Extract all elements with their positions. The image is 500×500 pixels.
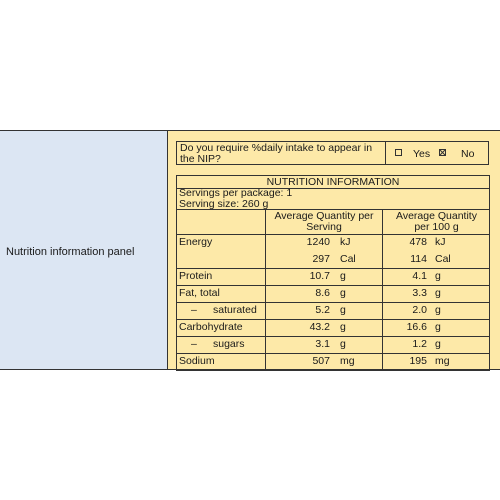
sub-item-dash: – bbox=[191, 338, 197, 350]
nutrient-name: Protein bbox=[179, 270, 213, 282]
serving-value: 3.1 bbox=[315, 338, 330, 350]
sub-item-dash: – bbox=[191, 304, 197, 316]
serving-value: 1240 bbox=[306, 236, 330, 248]
col-header-100g-line2: per 100 g bbox=[414, 221, 459, 233]
serving-unit: kJ bbox=[340, 236, 351, 248]
yes-label: Yes bbox=[413, 148, 431, 160]
yes-checkbox[interactable] bbox=[395, 149, 402, 156]
per100-unit: g bbox=[435, 287, 441, 299]
per100-unit: mg bbox=[435, 355, 450, 367]
serving-value: 5.2 bbox=[315, 304, 330, 316]
serving-unit: Cal bbox=[340, 253, 356, 265]
divider bbox=[176, 285, 490, 286]
serving-unit: mg bbox=[340, 355, 355, 367]
per100-value: 3.3 bbox=[412, 287, 427, 299]
serving-value: 8.6 bbox=[315, 287, 330, 299]
section-label: Nutrition information panel bbox=[6, 246, 135, 258]
per100-value: 4.1 bbox=[412, 270, 427, 282]
divider bbox=[176, 336, 490, 337]
question-text-line2: the NIP? bbox=[180, 153, 221, 165]
no-label: No bbox=[461, 148, 475, 160]
nutrient-name: Carbohydrate bbox=[179, 321, 243, 333]
serving-value: 297 bbox=[312, 253, 330, 265]
col-header-serving-line1: Average Quantity per bbox=[274, 210, 374, 222]
divider bbox=[176, 319, 490, 320]
per100-unit: kJ bbox=[435, 236, 446, 248]
per100-unit: g bbox=[435, 304, 441, 316]
serving-value: 507 bbox=[312, 355, 330, 367]
serving-size: Serving size: 260 g bbox=[179, 198, 269, 210]
nip-section-row bbox=[0, 130, 500, 370]
per100-unit: g bbox=[435, 321, 441, 333]
divider bbox=[176, 188, 490, 189]
nip-title: NUTRITION INFORMATION bbox=[266, 176, 400, 188]
per100-unit: g bbox=[435, 338, 441, 350]
nutrient-name: saturated bbox=[213, 304, 257, 316]
col-header-100g-line1: Average Quantity bbox=[396, 210, 477, 222]
nutrient-name: sugars bbox=[213, 338, 245, 350]
section-label-cell bbox=[0, 131, 168, 369]
serving-value: 43.2 bbox=[309, 321, 330, 333]
servings-per-package: Servings per package: 1 bbox=[179, 187, 293, 199]
col-header-serving-line2: Serving bbox=[306, 221, 342, 233]
nutrient-name: Energy bbox=[179, 236, 213, 248]
per100-value: 2.0 bbox=[412, 304, 427, 316]
no-checkbox[interactable] bbox=[439, 149, 446, 156]
serving-unit: g bbox=[340, 304, 346, 316]
per100-value: 16.6 bbox=[406, 321, 427, 333]
per100-value: 195 bbox=[409, 355, 427, 367]
nutrient-name: Sodium bbox=[179, 355, 215, 367]
per100-value: 478 bbox=[409, 236, 427, 248]
per100-unit: Cal bbox=[435, 253, 451, 265]
divider bbox=[176, 234, 490, 235]
serving-unit: g bbox=[340, 338, 346, 350]
divider bbox=[176, 268, 490, 269]
serving-unit: g bbox=[340, 287, 346, 299]
per100-value: 1.2 bbox=[412, 338, 427, 350]
nutrient-name: Fat, total bbox=[179, 287, 220, 299]
serving-unit: g bbox=[340, 270, 346, 282]
question-text-line1: Do you require %daily intake to appear in bbox=[180, 142, 373, 154]
per100-unit: g bbox=[435, 270, 441, 282]
serving-unit: g bbox=[340, 321, 346, 333]
divider bbox=[176, 353, 490, 354]
serving-value: 10.7 bbox=[309, 270, 330, 282]
per100-value: 114 bbox=[410, 253, 427, 265]
divider bbox=[176, 302, 490, 303]
section-content-cell bbox=[168, 131, 500, 369]
